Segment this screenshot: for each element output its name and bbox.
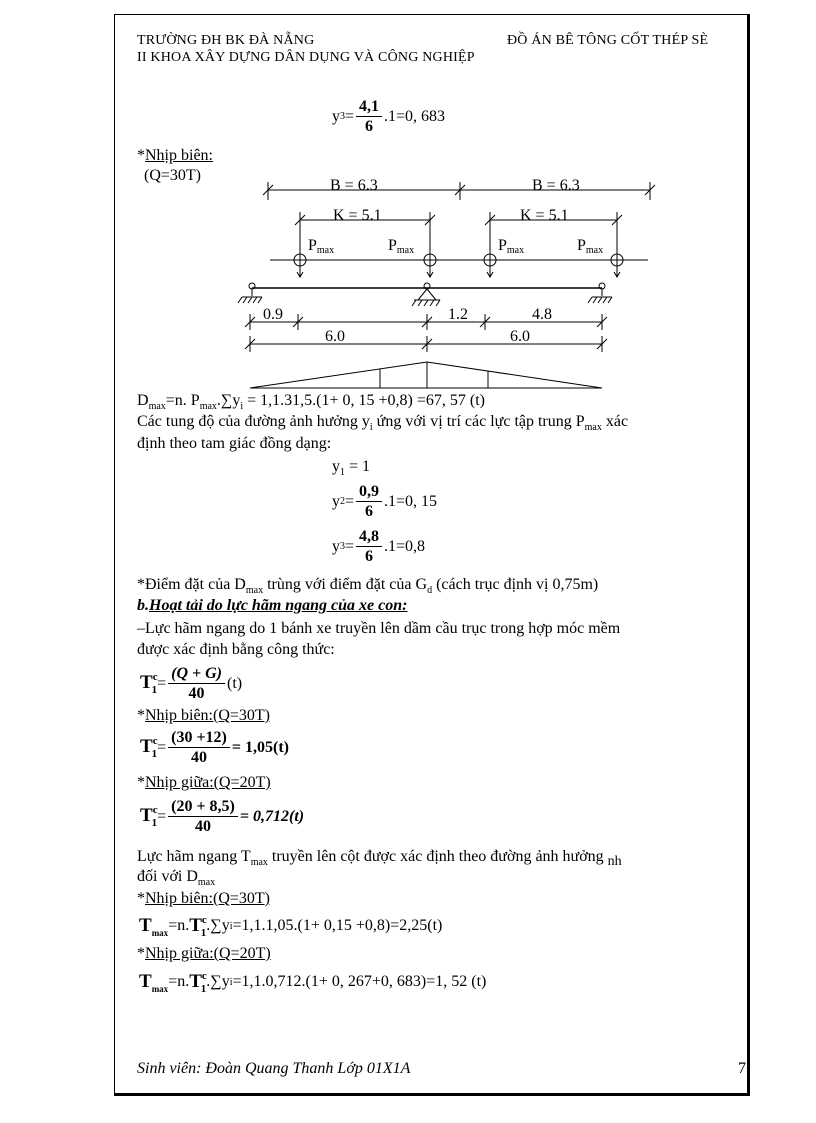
dim-K1: K = 5.1: [333, 207, 382, 224]
formula-general: $T^c_1$ = $\frac{(Q + G)}{40}$ (t): [140, 665, 243, 702]
dim-K2: K = 5.1: [520, 207, 569, 224]
eq-lhs: y: [332, 107, 340, 125]
header-project: ĐỒ ÁN BÊ TÔNG CỐT THÉP SÈ: [507, 33, 709, 48]
eq-rest: .1=0, 683: [384, 107, 446, 125]
load-p4: Pmax: [577, 237, 604, 256]
nhip-giua-heading: *Nhịp giữa:(Q=20T): [137, 774, 271, 791]
fraction: [356, 97, 382, 136]
nhip-bien-heading-2: *Nhịp biên:(Q=30T): [137, 707, 270, 724]
formula-giua: $T^c_1$ = $\frac{(20 + 8,5)}{40}$ = 0,712(t): [140, 798, 305, 835]
nhip-bien-heading-3: *Nhịp biên:(Q=30T): [137, 890, 270, 907]
nhip-bien-label: Nhịp biên:: [145, 147, 213, 164]
crane-load-diagram: [230, 176, 670, 394]
span-6-0-left: 6.0: [325, 328, 345, 345]
fraction-den: 6: [365, 118, 374, 135]
tmax-giua-formula: $T_{max}$ =n. $T^c_1$ .∑y i =1,1.0,712.(1+ 0, 267+0, 683)=1, 52 (t): [139, 970, 487, 995]
dim-4-8: 4.8: [532, 306, 552, 323]
load-p2: Pmax: [388, 237, 415, 256]
dim-B1: B = 6.3: [330, 177, 378, 194]
span-6-0-right: 6.0: [510, 328, 530, 345]
formula-bien: $T^c_1$ = $\frac{(30 +12)}{40}$ = 1,05(t): [140, 729, 289, 766]
fraction: $\frac{4,8}{6}$: [356, 527, 382, 566]
equation-top-y3: y 3 = $\frac{4,1}{6}$ .1=0, 683: [332, 98, 446, 135]
fraction: $\frac{0,9}{6}$: [356, 482, 382, 521]
load-p3: Pmax: [498, 237, 525, 256]
fraction-num: 4,1: [356, 97, 382, 117]
diem-dat-note: *Điểm đặt của $D_{max}$ trùng với điểm đặt của $G_d$ (cách trục định vị 0,75m): [137, 576, 599, 597]
para-luc-ham-line2: được xác định bằng công thức:: [137, 641, 335, 658]
load-p1: Pmax: [308, 237, 335, 256]
footer-student: Sinh viên: Đoàn Quang Thanh Lớp 01X1A: [137, 1060, 411, 1077]
dim-1-2: 1.2: [448, 306, 468, 323]
equation-y3: y 3 = $\frac{4,8}{6}$ .1=0,8: [332, 528, 426, 565]
nhip-bien-heading: *Nhịp biên:: [137, 147, 213, 164]
dmax-formula: $D_{max}=n$. $P_{max}.\sum y_i = 1,1.31,5.(1+ 0$, 15 +0,8) =67, 57 (t): [137, 392, 485, 413]
para-luc-ham-line1: –Lực hãm ngang do 1 bánh xe truyền lên dầm cầu trục trong hợp móc mềm: [137, 620, 621, 637]
nhip-giua-heading-2: *Nhịp giữa:(Q=20T): [137, 945, 271, 962]
equation-y1: $y_1 = 1$: [332, 458, 371, 479]
dim-0-9: 0.9: [263, 306, 283, 323]
eq-sub: 3: [340, 111, 345, 122]
equation-y2: y 2 = $\frac{0,9}{6}$ .1=0, 15: [332, 483, 438, 520]
header-school: TRƯỜNG ĐH BK ĐÀ NẴNG: [137, 33, 315, 48]
page-number: 7: [738, 1060, 746, 1077]
para-tung-do: Các tung độ của đường ảnh hưởng $y_i$ ứng với vị trí các lực tập trung $P_{max}$ xác: [137, 413, 629, 434]
tmax-bien-formula: $T_{max}$ =n. $T^c_1$ .∑y i =1,1.1,05.(1+ 0,15 +0,8)=2,25(t): [139, 914, 443, 939]
fraction: $\frac{(30 +12)}{40}$: [168, 728, 230, 767]
fraction: $\frac{(20 + 8,5)}{40}$: [168, 797, 238, 836]
para-tmax-line2: đối với $D_{max}$: [137, 868, 216, 889]
fraction: $\frac{(Q + G)}{40}$: [168, 664, 225, 703]
section-b-heading: b.Hoạt tải do lực hãm ngang của xe con:: [137, 597, 408, 614]
dim-B2: B = 6.3: [532, 177, 580, 194]
header-faculty: II KHOA XÂY DỰNG DÂN DỤNG VÀ CÔNG NGHIỆP: [137, 50, 475, 65]
para-tmax: Lực hãm ngang $T_{max}$ truyền lên cột được xác định theo đường ảnh hưởng $_{nh}$: [137, 848, 622, 870]
q30-label: (Q=30T): [144, 167, 202, 184]
para-tung-do-line2: định theo tam giác đồng dạng:: [137, 435, 332, 452]
